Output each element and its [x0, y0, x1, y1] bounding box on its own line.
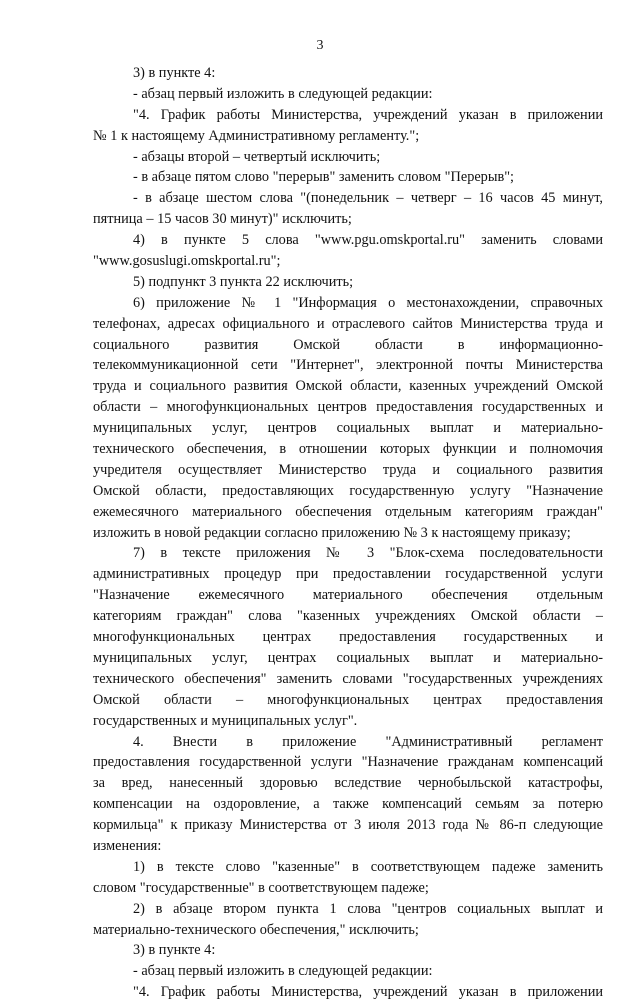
text-line: "4. График работы Министерства, учреждений указан в приложении [133, 984, 603, 1001]
text-line: 7) в тексте приложения № 3 "Блок-схема последовательности [133, 545, 603, 562]
text-line: муниципальных услуг, центров социальных выплат и материально- [93, 420, 603, 437]
text-line: - абзац первый изложить в следующей редакции: [133, 963, 433, 980]
text-line: государственных и муниципальных услуг". [93, 712, 358, 729]
text-line: материально-технического обеспечения," исключить; [93, 921, 419, 938]
text-line: телекоммуникационной сети "Интернет", электронной почты Министерства [93, 357, 603, 374]
text-line: "Назначение ежемесячного материального обеспечения отдельным [93, 587, 603, 604]
text-line: Омской области – многофункциональных центрах предоставления [93, 691, 603, 708]
text-line: - в абзаце пятом слово "перерыв" заменить словом "Перерыв"; [133, 169, 514, 186]
text-line: компенсации на оздоровление, а также компенсаций семьям за потерю [93, 796, 603, 813]
text-line: категориям граждан" слова "казенных учреждениях Омской области – [93, 608, 603, 625]
text-line: технического обеспечения" заменить словами "государственных учреждениях [93, 670, 603, 687]
text-line: Омской области, предоставляющих государственную услугу "Назначение [93, 482, 603, 499]
page-number: 3 [316, 38, 324, 53]
text-line: "www.gosuslugi.omskportal.ru"; [93, 253, 281, 270]
text-line: № 1 к настоящему Административному регламенту."; [93, 127, 420, 144]
text-line: 6) приложение № 1 "Информация о местонахождении, справочных [133, 294, 603, 311]
text-line: социального развития Омской области в информационно- [93, 336, 603, 353]
text-line: 1) в тексте слово "казенные" в соответствующем падеже заменить [133, 858, 603, 875]
text-line: 3) в пункте 4: [133, 942, 216, 959]
text-line: кормильца" к приказу Министерства от 3 июля 2013 года № 86-п следующие [93, 817, 603, 834]
text-line: труда и социального развития Омской области, казенных учреждений Омской [93, 378, 603, 395]
text-line: телефонах, адресах официального и отраслевого сайтов Министерства труда и [93, 315, 603, 332]
text-line: за вред, нанесенный здоровью вследствие чернобыльской катастрофы, [93, 775, 603, 792]
text-line: словом "государственные" в соответствующем падеже; [93, 879, 429, 896]
text-line: предоставления государственной услуги "Назначение гражданам компенсаций [93, 754, 603, 771]
text-line: 4. Внести в приложение "Административный регламент [133, 733, 603, 750]
text-line: административных процедур при предоставлении государственной услуги [93, 566, 603, 583]
text-line: "4. График работы Министерства, учреждений указан в приложении [133, 106, 603, 123]
text-line: 5) подпункт 3 пункта 22 исключить; [133, 273, 354, 290]
text-line: муниципальных услуг, центрах социальных выплат и материально- [93, 649, 603, 666]
text-line: области – многофункциональных центров предоставления государственных и [93, 399, 603, 416]
text-line: - в абзаце шестом слова "(понедельник – четверг – 16 часов 45 минут, [133, 190, 603, 207]
text-line: технического обеспечения, в отношении которых функции и полномочия [93, 441, 603, 458]
text-line: изложить в новой редакции согласно приложению № 3 к настоящему приказу; [93, 524, 571, 541]
text-line: изменения: [93, 837, 162, 854]
text-line: 3) в пункте 4: [133, 65, 216, 81]
text-line: - абзац первый изложить в следующей редакции: [133, 85, 433, 102]
text-line: 4) в пункте 5 слова "www.pgu.omskportal.ru" заменить словами [133, 232, 603, 249]
text-line: учредителя осуществляет Министерство труда и социального развития [93, 461, 603, 478]
text-line: пятница – 15 часов 30 минут)" исключить; [93, 211, 352, 228]
text-line: многофункциональных центрах предоставления государственных и [93, 629, 603, 646]
document-body [93, 63, 603, 1003]
text-line: 2) в абзаце втором пункта 1 слова "центров социальных выплат и [133, 900, 603, 917]
text-line: ежемесячного материального обеспечения отдельным категориям граждан" [93, 503, 603, 520]
text-line: - абзацы второй – четвертый исключить; [133, 148, 381, 165]
